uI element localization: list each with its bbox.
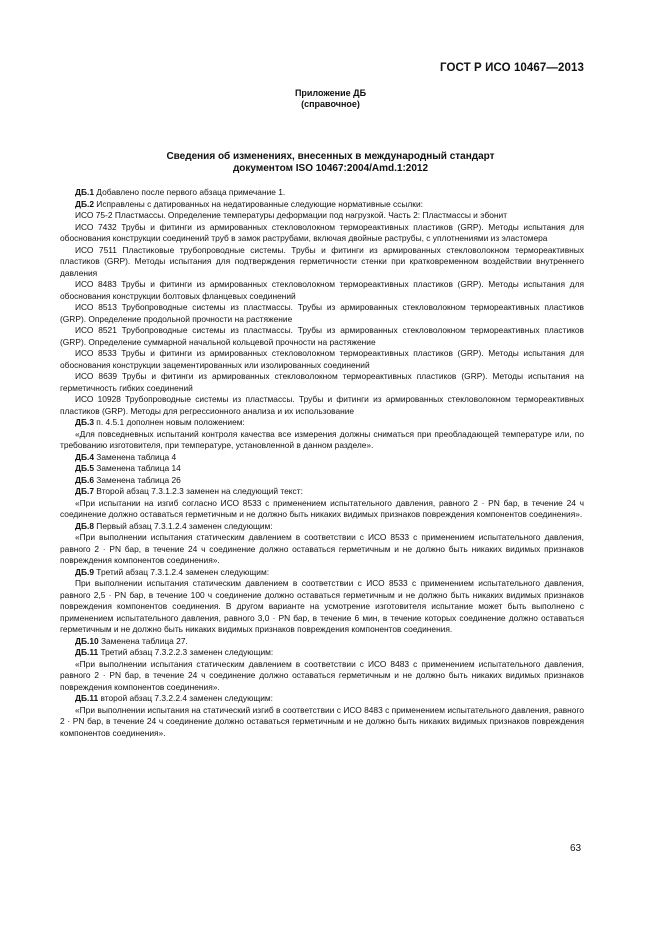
paragraph-text: Исправлены с датированных на недатированные следующие нормативные ссылки:	[93, 198, 423, 209]
paragraph	[60, 475, 584, 487]
paragraph	[60, 693, 584, 705]
document-body	[60, 187, 584, 739]
paragraph-text: ИСО 10928 Трубопроводные системы из пластмассы. Трубы и фитинги из армированных стекловолокном термореактивных пластиков (GRP). Методы для регрессионного анализа и их использование	[60, 394, 584, 416]
paragraph	[60, 279, 584, 302]
paragraph-text: Третий абзац 7.3.2.2.3 заменен следующим:	[98, 647, 274, 657]
paragraph-text: п. 4.5.1 дополнен новым положением:	[93, 417, 245, 427]
section-title-line-2: документом ISO 10467:2004/Amd.1:2012	[232, 163, 429, 174]
paragraph-label: ДБ.8	[75, 520, 94, 531]
paragraph	[60, 486, 584, 498]
paragraph-text: ИСО 8533 Трубы и фитинги из армированных стекловолокном термореактивных пластиков (GRP). Методы испытания для обоснования конструкции зацементированных или изолированных соединений	[60, 348, 584, 370]
paragraph-label: ДБ.1	[75, 187, 94, 197]
paragraph	[60, 302, 584, 325]
paragraph	[60, 636, 584, 648]
paragraph-label: ДБ.11	[75, 693, 99, 703]
section-title-line-1: Сведения об изменениях, внесенных в международный стандарт	[166, 151, 495, 162]
appendix-title: Приложение ДБ	[294, 88, 367, 98]
paragraph-label: ДБ.6	[75, 474, 94, 485]
appendix-subtitle: (справочное)	[301, 99, 360, 109]
paragraph-text: ИСО 75-2 Пластмассы. Определение температуры деформации под нагрузкой. Часть 2: Пластмассы и эбонит	[75, 210, 508, 220]
paragraph-text: ИСО 7432 Трубы и фитинги из армированных стекловолокном термореактивных пластиков (GRP). Методы испытания для обоснования конструкции соединений труб в замок раструбами, включая двойные раструбы, с уплотнениями из эластомера	[60, 221, 584, 243]
paragraph-text: второй абзац 7.3.2.2.4 заменен следующим:	[98, 693, 274, 703]
paragraph-text: Заменена таблица 14	[93, 463, 181, 473]
paragraph	[60, 705, 584, 740]
paragraph	[60, 348, 584, 371]
document-id: ГОСТ Р ИСО 10467—2013	[440, 62, 585, 74]
paragraph-text: «Для повседневных испытаний контроля качества все измерения должны сниматься при преобладающей температуре или, по требованию изготовителя, при температуре, установленной в данном разделе».	[60, 428, 584, 450]
paragraph-text: Второй абзац 7.3.1.2.3 заменен на следующий текст:	[93, 486, 303, 496]
paragraph	[60, 463, 584, 475]
paragraph	[60, 532, 584, 567]
paragraph-text: Третий абзац 7.3.1.2.4 заменен следующим:	[93, 566, 270, 577]
paragraph	[60, 210, 584, 222]
paragraph-text: «При испытании на изгиб согласно ИСО 8533 с применением испытательного давления, равного 2 · PN бар, в течение 24 ч соединение должно оставаться герметичным и не должно быть никаких видимых признаков повреждения компонентов соединения».	[60, 497, 584, 519]
paragraph-text: Добавлено после первого абзаца примечание 1.	[93, 187, 286, 197]
paragraph-text: Заменена таблица 27.	[98, 635, 188, 646]
paragraph-text: «При выполнении испытания на статический изгиб в соответствии с ИСО 8483 с применением испытательного давления, равного 2 · PN бар, в течение 24 ч соединение должно оставаться герметичным и не должно быть никаких видимых признаков повреждения компонентов соединения».	[60, 704, 584, 738]
paragraph	[60, 452, 584, 464]
paragraph-label: ДБ.5	[75, 463, 94, 473]
paragraph-text: ИСО 8521 Трубопроводные системы из пластмассы. Трубы из армированных стекловолокном термореактивных пластиков (GRP). Определение суммарной начальной кольцевой прочности на растяжение	[60, 325, 584, 347]
paragraph-label: ДБ.3	[75, 417, 94, 427]
paragraph-text: При выполнении испытания статическим давлением в соответствии с ИСО 8533 с применением испытательного давления, равного 2,5 · PN бар, в течение 100 ч соединение должно оставаться герметичным и не должно быть никаких видимых признаков повреждения компонентов соединения. В другом варианте на усмотрение изготовителя испытание может быть выполнено с применением испытательного давления, равного 3,0 · PN бар, в течение 6 мин, в течение которых соединение должно оставаться герметичным и не должно быть никаких видимых признаков повреждения компонентов соединения.	[60, 578, 584, 634]
paragraph-text: ИСО 8483 Трубы и фитинги из армированных стекловолокном термореактивных пластиков (GRP). Методы испытания для обоснования конструкции болтовых фланцевых соединений	[60, 279, 584, 301]
paragraph-text: ИСО 8639 Трубы и фитинги из армированных стекловолокном термореактивных пластиков (GRP). Методы испытания на герметичность гибких соединений	[60, 371, 584, 393]
paragraph	[60, 222, 584, 245]
paragraph	[60, 429, 584, 452]
paragraph-text: Первый абзац 7.3.1.2.4 заменен следующим:	[93, 520, 273, 531]
paragraph	[60, 578, 584, 636]
paragraph	[60, 199, 584, 211]
paragraph	[60, 521, 584, 533]
paragraph	[60, 567, 584, 579]
section-title	[0, 151, 661, 175]
paragraph-text: «При выполнении испытания статическим давлением в соответствии с ИСО 8533 с применением испытательного давления, равного 2 · PN бар, в течение 24 ч соединение должно оставаться герметичным и не должно быть никаких видимых признаков повреждения компонентов соединения».	[60, 532, 584, 565]
paragraph	[60, 647, 584, 659]
paragraph-label: ДБ.9	[75, 566, 94, 577]
paragraph	[60, 371, 584, 394]
paragraph-text: Заменена таблица 26	[93, 474, 181, 485]
paragraph-text: «При выполнении испытания статическим давлением в соответствии с ИСО 8483 с применением испытательного давления, равного 2 · PN бар, в течение 24 ч соединение должно оставаться герметичным и не должно быть никаких видимых признаков повреждения компонентов соединения».	[60, 658, 584, 692]
paragraph-text: Заменена таблица 4	[93, 451, 177, 462]
paragraph	[60, 498, 584, 521]
paragraph-text: ИСО 8513 Трубопроводные системы из пластмассы. Трубы из армированных стекловолокном термореактивных пластиков (GRP). Определение продольной прочности на растяжение	[60, 302, 584, 324]
appendix-heading	[0, 88, 661, 110]
page-number: 63	[570, 843, 582, 854]
paragraph	[60, 659, 584, 694]
paragraph	[60, 187, 584, 199]
paragraph-label: ДБ.4	[75, 451, 94, 462]
paragraph	[60, 394, 584, 417]
paragraph-label: ДБ.2	[75, 198, 94, 209]
paragraph	[60, 325, 584, 348]
paragraph-label: ДБ.10	[75, 635, 99, 646]
paragraph-label: ДБ.11	[75, 647, 99, 657]
paragraph-label: ДБ.7	[75, 486, 94, 496]
paragraph-text: ИСО 7511 Пластиковые трубопроводные системы. Трубы и фитинги из армированных стекловолокном термореактивных пластиков (GRP). Методы испытания для подтверждения герметичности стенки при кратковременном воздействии внутреннего давления	[60, 244, 584, 278]
paragraph	[60, 245, 584, 280]
paragraph	[60, 417, 584, 429]
